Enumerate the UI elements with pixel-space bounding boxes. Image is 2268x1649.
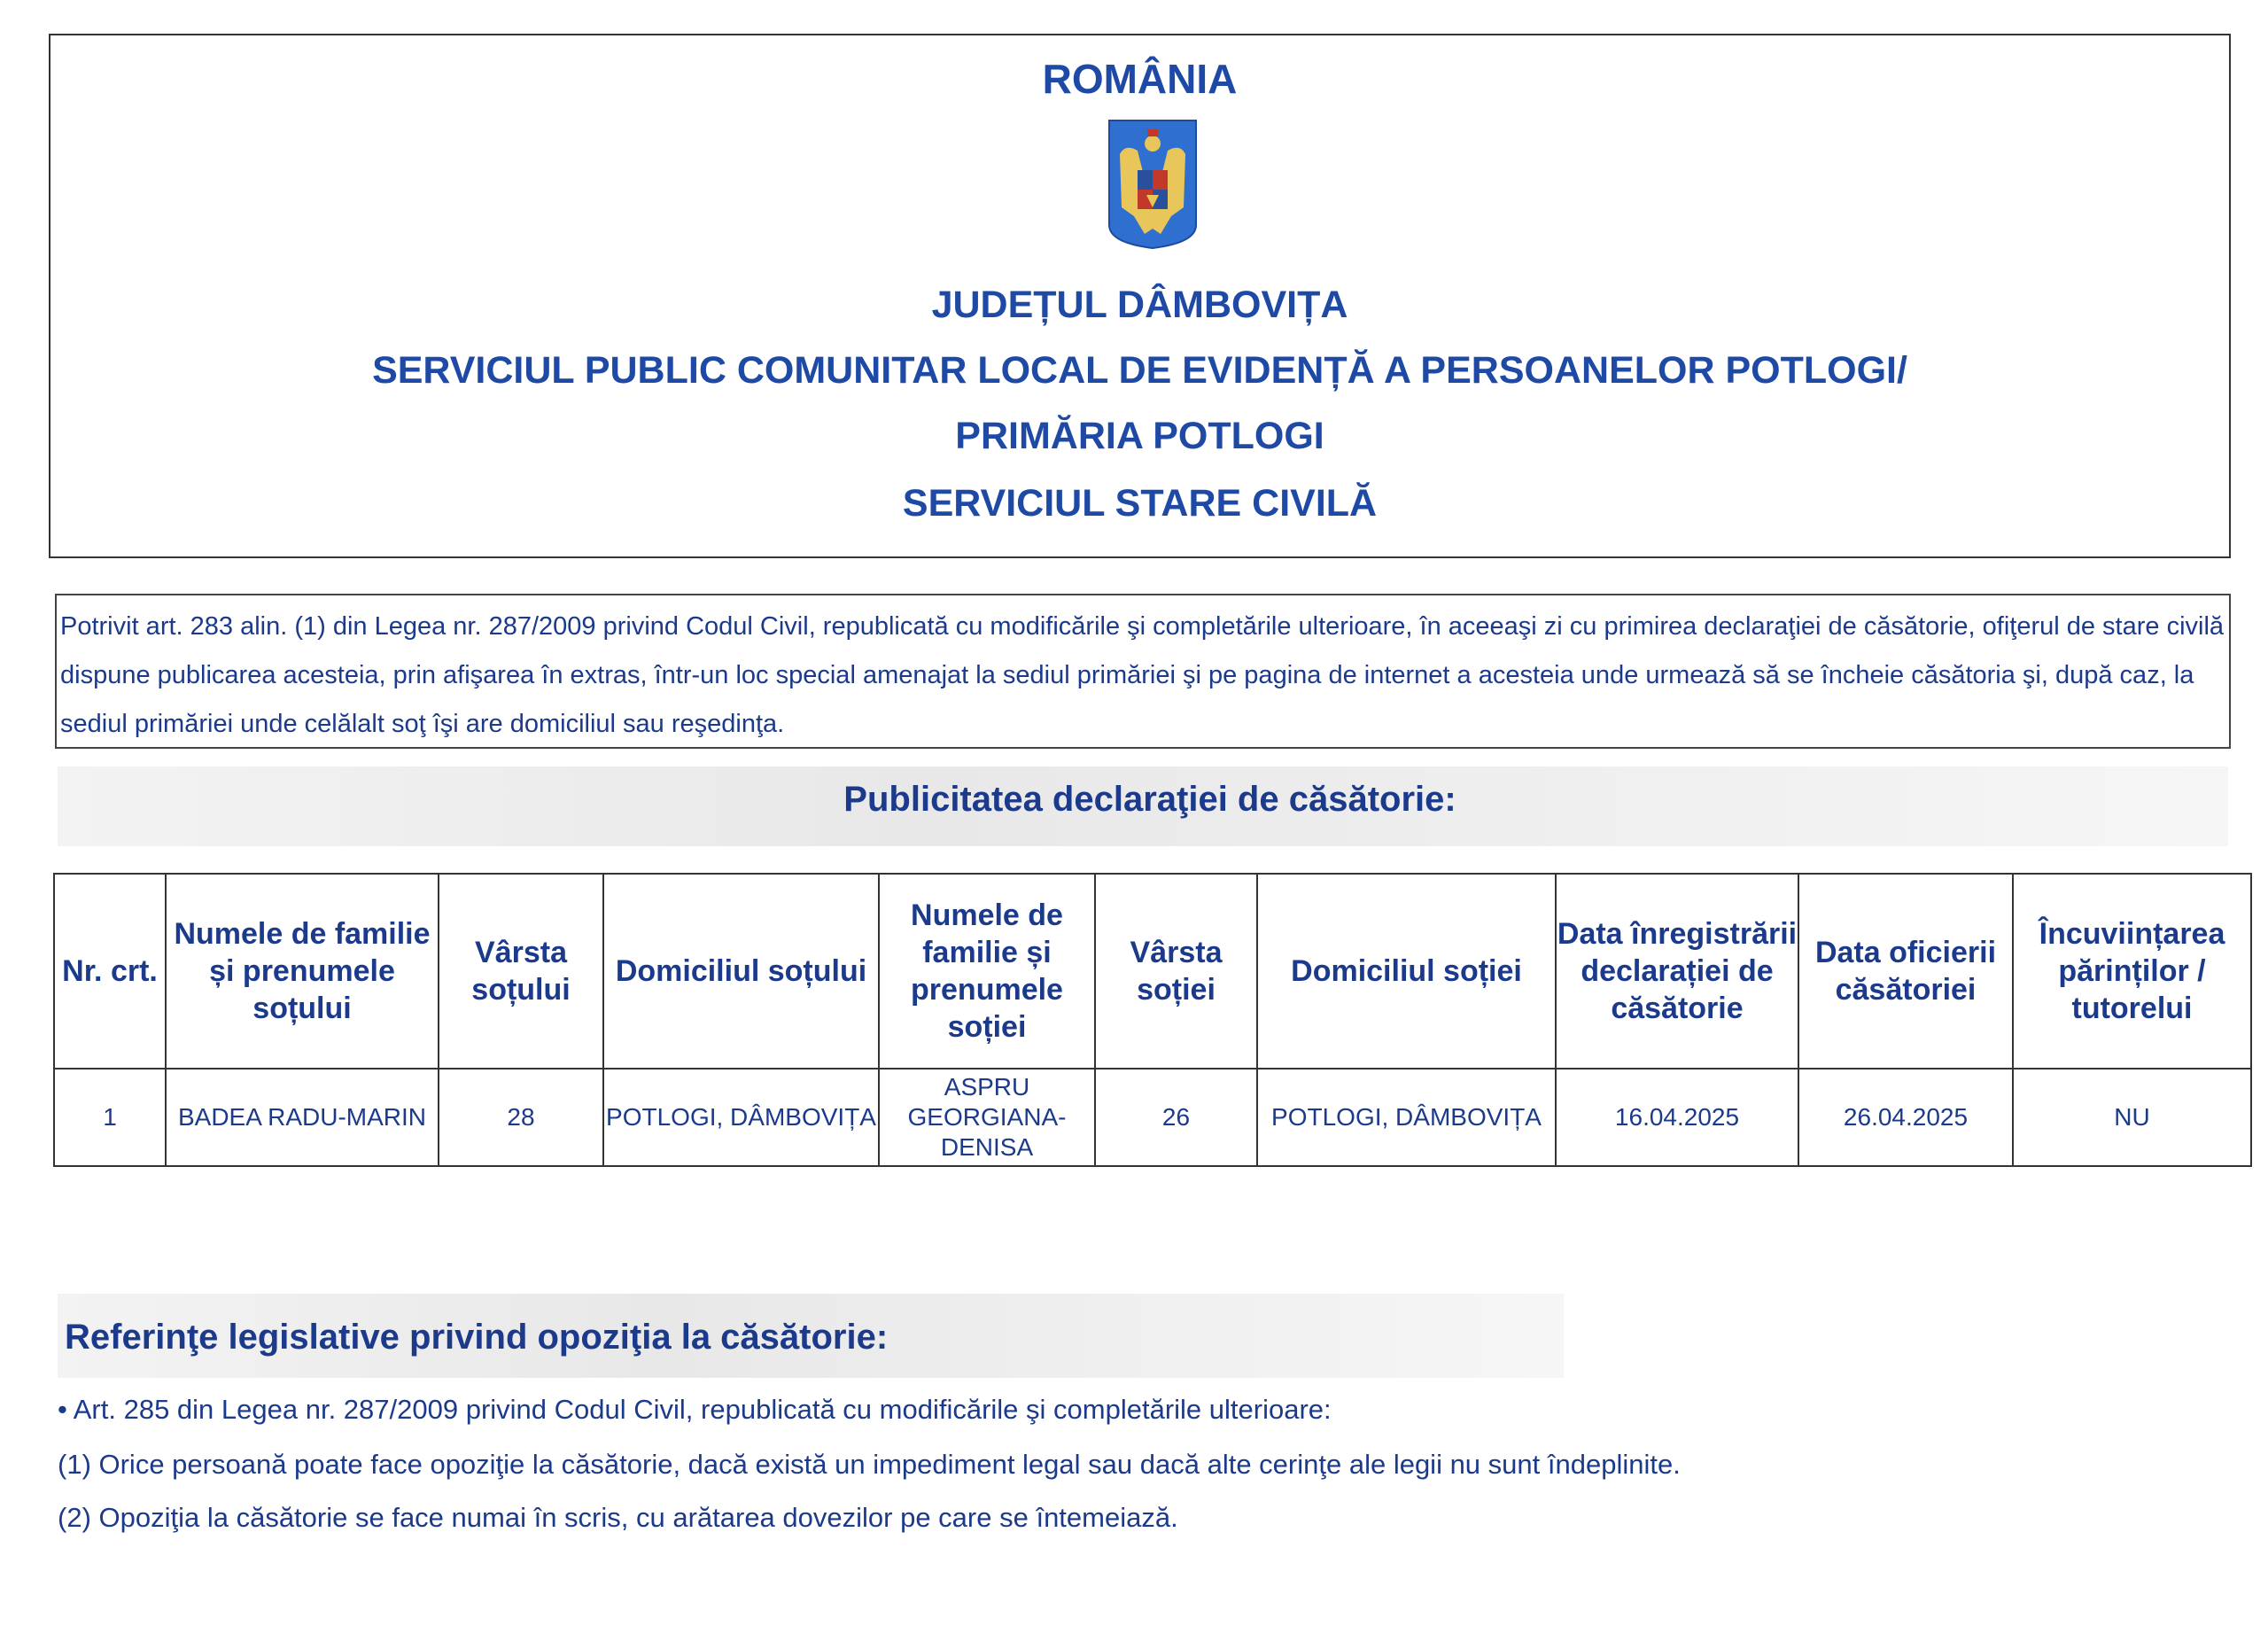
header-box <box>49 34 2231 558</box>
cell-registration-date: 16.04.2025 <box>1556 1069 1798 1166</box>
header-nr: Nr. crt. <box>54 874 166 1069</box>
cell-wife-age: 26 <box>1095 1069 1257 1166</box>
town-hall-title: PRIMĂRIA POTLOGI <box>955 415 1324 457</box>
cell-nr: 1 <box>54 1069 166 1166</box>
cell-husband-age: 28 <box>439 1069 603 1166</box>
header-registration-date: Data înregistrării declarației de căsătorie <box>1556 874 1798 1069</box>
references-title: Referinţe legislative privind opoziţia la căsătorie: <box>65 1318 889 1357</box>
country-title: ROMÂNIA <box>1042 56 1238 102</box>
coat-of-arms-emblem <box>1107 119 1198 250</box>
header-wife-age: Vârsta soției <box>1095 874 1257 1069</box>
cell-wife-name: ASPRU GEORGIANA-DENISA <box>879 1069 1095 1166</box>
header-husband-name: Numele de familie și prenumele soțului <box>166 874 439 1069</box>
cell-wife-domicile: POTLOGI, DÂMBOVIȚA <box>1257 1069 1556 1166</box>
publication-title: Publicitatea declaraţiei de căsătorie: <box>843 780 1456 819</box>
cell-parental-consent: NU <box>2013 1069 2251 1166</box>
table-header-row <box>54 874 2251 1069</box>
header-husband-age: Vârsta soțului <box>439 874 603 1069</box>
header-parental-consent: Încuviințarea părinților / tutorelui <box>2013 874 2251 1069</box>
reference-article: • Art. 285 din Legea nr. 287/2009 privind Codul Civil, republicată cu modificările şi completările ulterioare: <box>58 1394 1332 1425</box>
reference-paragraph-2: (2) Opoziţia la căsătorie se face numai în scris, cu arătarea dovezilor pe care se întemeiază. <box>58 1502 1178 1533</box>
county-title: JUDEȚUL DÂMBOVIȚA <box>931 284 1348 326</box>
cell-marriage-date: 26.04.2025 <box>1798 1069 2013 1166</box>
header-wife-name: Numele de familie și prenumele soției <box>879 874 1095 1069</box>
legal-notice: Potrivit art. 283 alin. (1) din Legea nr. 287/2009 privind Codul Civil, republicată cu modificările şi completările ulterioare, în aceeaşi zi cu primirea declaraţiei de căsătorie, ofiţerul de stare civilă dispune publicarea acesteia, prin afişarea în extras, într-un loc special amenajat la sediul primăriei şi pe pagina de internet a acesteia unde urmează să se încheie căsătoria şi, după caz, la sediul primăriei unde celălalt soţ îşi are domiciliul sau reşedinţa. <box>55 594 2231 749</box>
header-wife-domicile: Domiciliul soției <box>1257 874 1556 1069</box>
reference-paragraph-1: (1) Orice persoană poate face opoziţie la căsătorie, dacă există un impediment legal sau dacă alte cerinţe ale legii nu sunt îndeplinite. <box>58 1449 1681 1480</box>
header-husband-domicile: Domiciliul soțului <box>603 874 879 1069</box>
header-marriage-date: Data oficierii căsătoriei <box>1798 874 2013 1069</box>
table-row <box>54 1069 2251 1166</box>
cell-husband-name: BADEA RADU-MARIN <box>166 1069 439 1166</box>
service-title: SERVICIUL PUBLIC COMUNITAR LOCAL DE EVIDENȚĂ A PERSOANELOR POTLOGI/ <box>372 349 1907 392</box>
department-title: SERVICIUL STARE CIVILĂ <box>902 482 1378 525</box>
marriage-declaration-table <box>53 873 2252 1167</box>
cell-husband-domicile: POTLOGI, DÂMBOVIȚA <box>603 1069 879 1166</box>
